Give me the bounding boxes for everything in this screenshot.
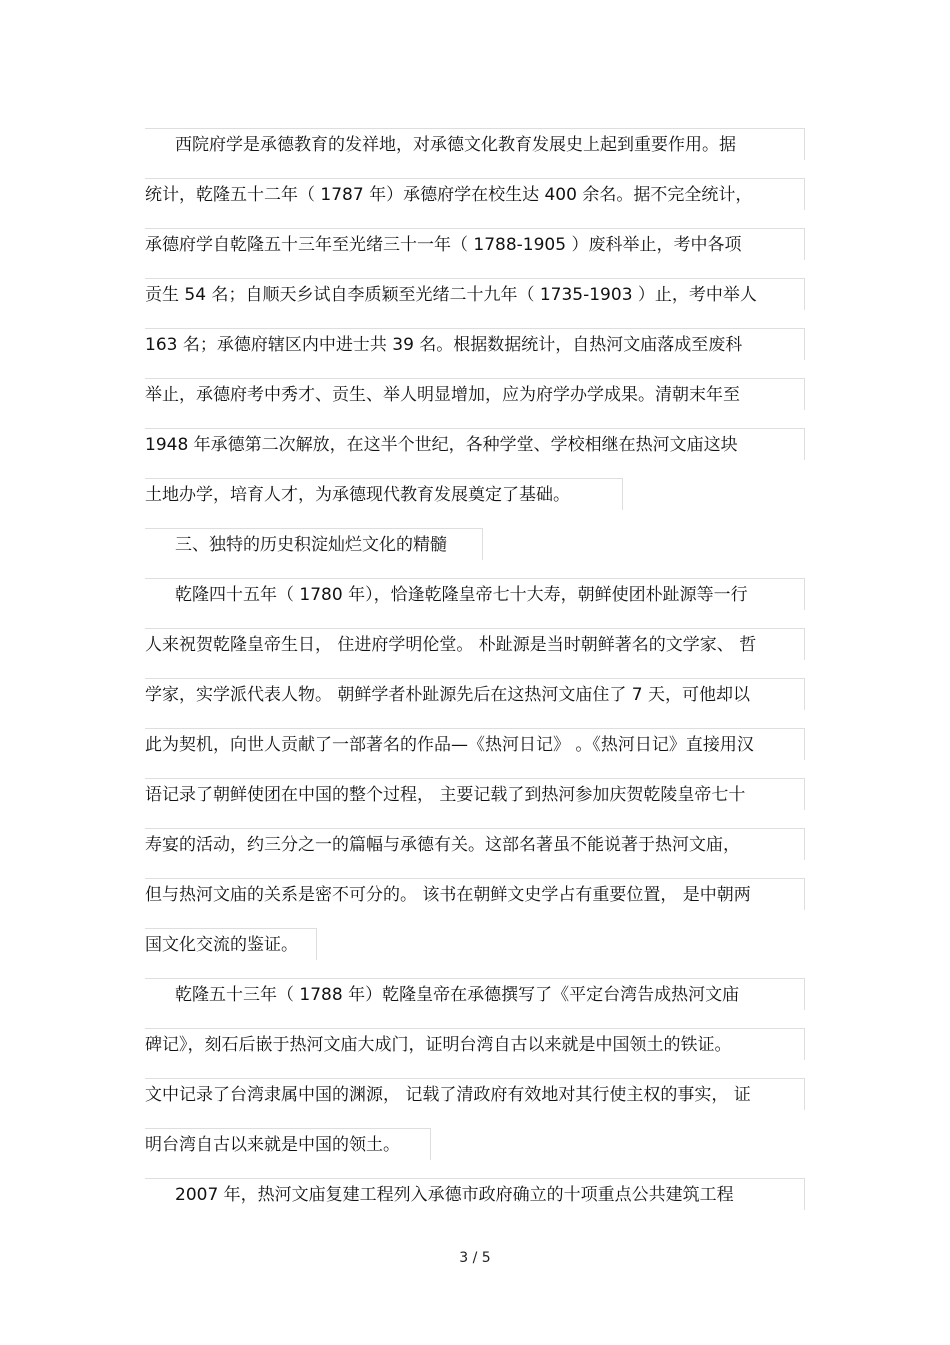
text-line: 寿宴的活动，约三分之一的篇幅与承德有关。这部名著虽不能说著于热河文庙， <box>145 828 805 860</box>
text-line: 统计，乾隆五十二年（ 1787 年）承德府学在校生达 400 余名。据不完全统计， <box>145 178 805 210</box>
section-heading: 三、独特的历史积淀灿烂文化的精髓 <box>145 528 483 560</box>
text-line: 乾隆四十五年（ 1780 年），恰逢乾隆皇帝七十大寿，朝鲜使团朴趾源等一行 <box>145 578 805 610</box>
text-line: 明台湾自古以来就是中国的领土。 <box>145 1128 431 1160</box>
text-line: 乾隆五十三年（ 1788 年）乾隆皇帝在承德撰写了《平定台湾告成热河文庙 <box>145 978 805 1010</box>
text-line: 此为契机，向世人贡献了一部著名的作品—《热河日记》 。《热河日记》直接用汉 <box>145 728 805 760</box>
text-line: 163 名；承德府辖区内中进士共 39 名。根据数据统计，自热河文庙落成至废科 <box>145 328 805 360</box>
text-line: 举止，承德府考中秀才、贡生、举人明显增加，应为府学办学成果。清朝末年至 <box>145 378 805 410</box>
text-line: 语记录了朝鲜使团在中国的整个过程， 主要记载了到热河参加庆贺乾陵皇帝七十 <box>145 778 805 810</box>
text-line: 西院府学是承德教育的发祥地，对承德文化教育发展史上起到重要作用。据 <box>145 128 805 160</box>
text-line: 贡生 54 名；自顺天乡试自李质颖至光绪二十九年（ 1735-1903 ）止，考中举人 <box>145 278 805 310</box>
page-number: 3 / 5 <box>459 1250 491 1266</box>
text-line: 2007 年，热河文庙复建工程列入承德市政府确立的十项重点公共建筑工程 <box>145 1178 805 1210</box>
text-line: 1948 年承德第二次解放，在这半个世纪，各种学堂、学校相继在热河文庙这块 <box>145 428 805 460</box>
text-line: 文中记录了台湾隶属中国的渊源， 记载了清政府有效地对其行使主权的事实， 证 <box>145 1078 805 1110</box>
text-line: 碑记》，刻石后嵌于热河文庙大成门，证明台湾自古以来就是中国领土的铁证。 <box>145 1028 805 1060</box>
text-line: 人来祝贺乾隆皇帝生日， 住进府学明伦堂。 朴趾源是当时朝鲜著名的文学家、 哲 <box>145 628 805 660</box>
text-line: 国文化交流的鉴证。 <box>145 928 317 960</box>
text-line: 土地办学，培育人才，为承德现代教育发展奠定了基础。 <box>145 478 623 510</box>
text-line: 但与热河文庙的关系是密不可分的。 该书在朝鲜文史学占有重要位置， 是中朝两 <box>145 878 805 910</box>
text-line: 承德府学自乾隆五十三年至光绪三十一年（ 1788-1905 ）废科举止，考中各项 <box>145 228 805 260</box>
text-line: 学家，实学派代表人物。 朝鲜学者朴趾源先后在这热河文庙住了 7 天，可他却以 <box>145 678 805 710</box>
